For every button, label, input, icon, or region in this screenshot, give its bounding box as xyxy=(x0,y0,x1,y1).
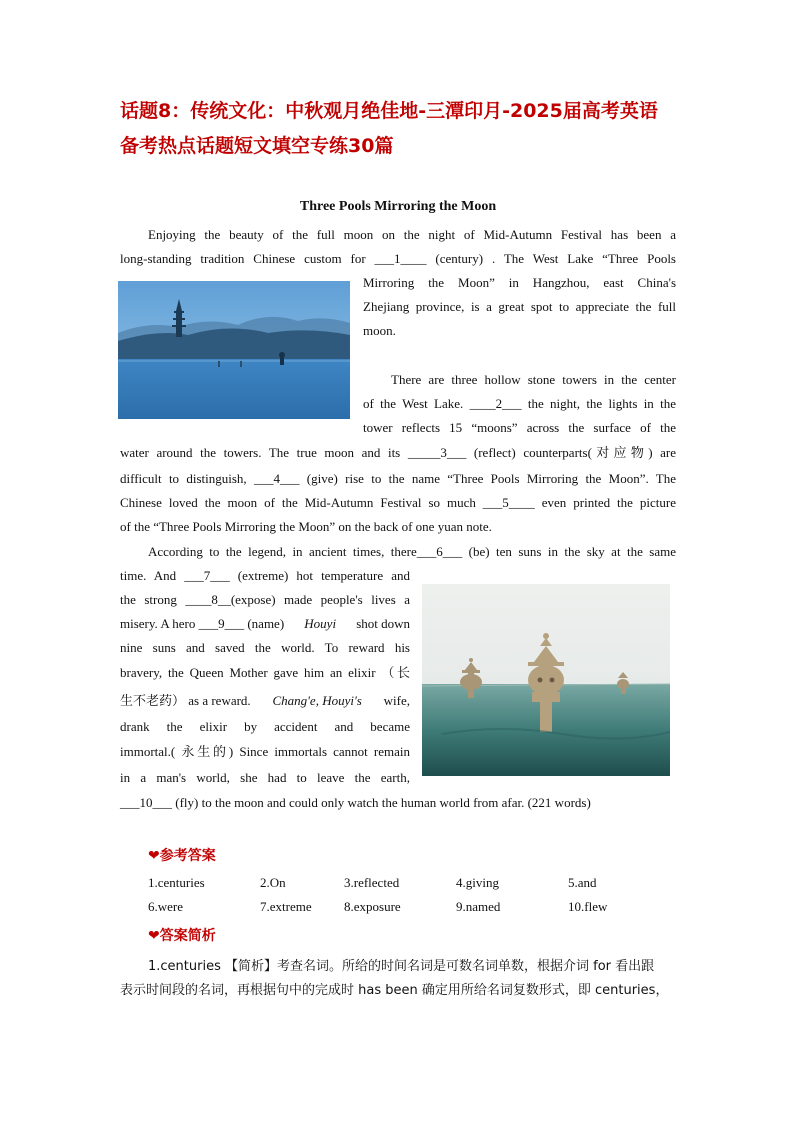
passage-segment: misery. A hero ___9___ (name) xyxy=(120,616,285,631)
passage-segment: wife, xyxy=(383,693,410,708)
analysis-line: 表示时间段的名词，再根据句中的完成时 has been 确定用所给名词复数形式，即 centuries， xyxy=(120,983,669,998)
heart-icon: ❤ xyxy=(148,928,160,944)
passage-line xyxy=(120,693,410,709)
passage-line: According to the legend, in ancient times, there___6___ (be) ten suns in the sky at the same xyxy=(148,544,676,559)
passage-line: in a man's world, she had to leave the earth, xyxy=(120,770,410,785)
passage-line: Mirroring the Moon” in Hangzhou, east China's xyxy=(363,275,676,290)
answer-item: 8.exposure xyxy=(344,899,401,914)
passage-italic-name: Houyi xyxy=(304,616,337,631)
passage-segment: shot down xyxy=(356,616,410,631)
heart-icon: ❤ xyxy=(148,848,160,864)
title-line-2: 备考热点话题短文填空专练30篇 xyxy=(120,135,394,157)
passage-line: immortal.( 永生的) Since immortals cannot remain xyxy=(120,744,410,759)
west-lake-pagoda-photo xyxy=(118,281,350,419)
passage-line: ___10___ (fly) to the moon and could only watch the human world from afar. (221 words) xyxy=(120,795,591,810)
passage-line: of the West Lake. ____2___ the night, the lights in the xyxy=(363,396,676,411)
passage-line: time. And ___7___ (extreme) hot temperature and xyxy=(120,568,410,583)
passage-line: difficult to distinguish, ___4___ (give) rise to the name “Three Pools Mirroring the Moon”. The xyxy=(120,471,676,486)
answer-item: 2.On xyxy=(260,875,286,890)
passage-line: bravery, the Queen Mother gave him an elixir （长 xyxy=(120,665,410,680)
passage-line: of the “Three Pools Mirroring the Moon” on the back of one yuan note. xyxy=(120,519,492,534)
analysis-heading xyxy=(148,925,216,945)
answer-item: 7.extreme xyxy=(260,899,312,914)
passage-line: long-standing tradition Chinese custom for ___1____ (century) . The West Lake “Three Pools xyxy=(120,251,676,266)
answer-item: 5.and xyxy=(568,875,597,890)
answer-item: 10.flew xyxy=(568,899,608,914)
document-title xyxy=(120,94,680,164)
title-line-1: 话题8：传统文化：中秋观月绝佳地-三潭印月-2025届高考英语 xyxy=(120,100,658,122)
passage-line: moon. xyxy=(363,323,396,338)
stone-pagodas-photo xyxy=(422,584,670,776)
passage-italic-name: Chang'e, Houyi's xyxy=(272,693,362,708)
passage-line: tower reflects 15 “moons” across the surface of the xyxy=(363,420,676,435)
passage-heading: Three Pools Mirroring the Moon xyxy=(299,199,497,214)
answer-item: 3.reflected xyxy=(344,875,400,890)
passage-line: water around the towers. The true moon and its _____3___ (reflect) counterparts(对应物) are xyxy=(120,445,676,460)
answer-item: 4.giving xyxy=(456,875,499,890)
passage-line xyxy=(120,616,410,632)
answers-heading-text: 参考答案 xyxy=(159,848,216,864)
analysis-heading-text: 答案简析 xyxy=(159,928,216,944)
passage-segment: 生不老药） as a reward. xyxy=(120,693,251,708)
passage-line: drank the elixir by accident and became xyxy=(120,719,410,734)
passage-line: Zhejiang province, is a great spot to appreciate the full xyxy=(363,299,676,314)
answers-heading xyxy=(148,845,216,865)
passage-line: Chinese loved the moon of the Mid-Autumn Festival so much ___5____ even printed the picture xyxy=(120,495,676,510)
passage-line: nine suns and saved the world. To reward his xyxy=(120,640,410,655)
passage-line: Enjoying the beauty of the full moon on the night of Mid-Autumn Festival has been a xyxy=(148,227,676,242)
passage-line: the strong ____8__(expose) made people's lives a xyxy=(120,592,410,607)
analysis-line: 1.centuries 【简析】考查名词。所给的时间名词是可数名词单数，根据介词 for 看出跟 xyxy=(148,959,655,974)
answer-item: 6.were xyxy=(148,899,184,914)
answer-item: 1.centuries xyxy=(148,875,205,890)
passage-line: There are three hollow stone towers in the center xyxy=(391,372,676,387)
answer-item: 9.named xyxy=(456,899,501,914)
